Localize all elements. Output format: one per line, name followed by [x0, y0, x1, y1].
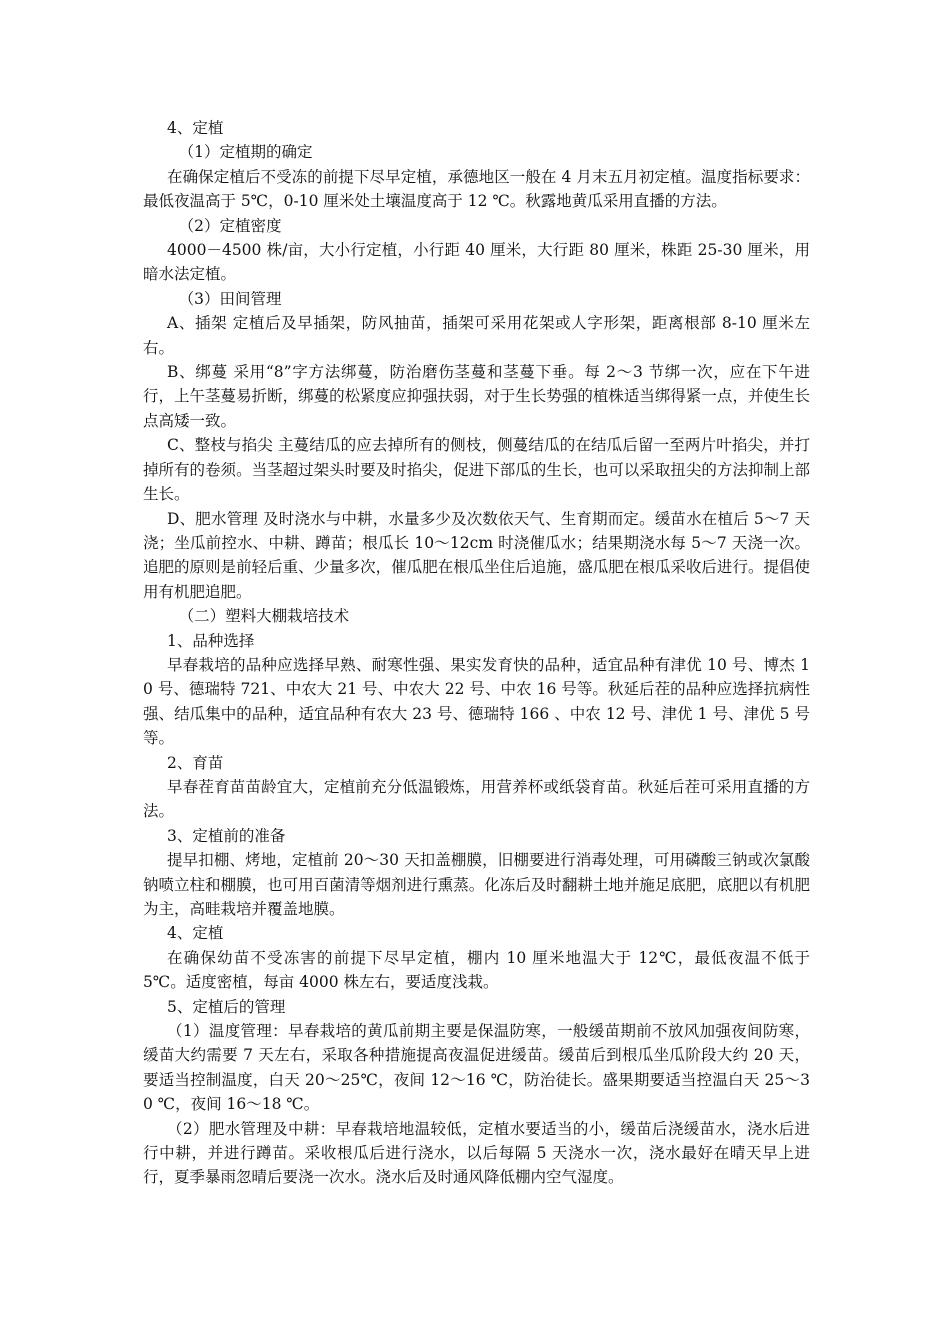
subsection-heading: （1）定植期的确定 [178, 143, 313, 162]
paragraph: 在确保定植后不受冻的前提下尽早定植，承德地区一般在 4 月末五月初定植。温度指标要求：最低夜温高于 5℃，0-10 厘米处土壤温度高于 12 ℃。秋露地黄瓜采用直播的方法。 [143, 167, 810, 211]
paragraph: （2）肥水管理及中耕：早春栽培地温较低，定植水要适当的小，缓苗后浇缓苗水，浇水后进行中耕，并进行蹲苗。采收根瓜后进行浇水，以后每隔 5 天浇水一次，浇水最好在晴天早上进行，夏季暴雨忽晴后要浇一次水。浇水后及时通风降低棚内空气湿度。 [143, 1119, 810, 1187]
paragraph: 提早扣棚、烤地，定植前 20～30 天扣盖棚膜，旧棚要进行消毒处理，可用磷酸三钠或次氯酸钠喷立柱和棚膜，也可用百菌清等烟剂进行熏蒸。化冻后及时翻耕土地并施足底肥，底肥以有机肥为主，高畦栽培并覆盖地膜。 [143, 851, 810, 918]
document-body [143, 116, 810, 1190]
paragraph: D、肥水管理 及时浇水与中耕，水量多少及次数依天气、生育期而定。缓苗水在植后 5～7 天浇；坐瓜前控水、中耕、蹲苗；根瓜长 10～12cm 时浇催瓜水；结果期浇水每 5～7 天浇一次。追肥的原则是前轻后重、少量多次，催瓜肥在根瓜坐住后追施，盛瓜肥在根瓜采收后进行。提倡使用有机肥追肥。 [143, 509, 810, 601]
section-heading: 5、定植后的管理 [167, 997, 286, 1016]
paragraph: 在确保幼苗不受冻害的前提下尽早定植，棚内 10 厘米地温大于 12℃，最低夜温不低于 5℃。适度密植，每亩 4000 株左右，要适度浅栽。 [143, 948, 810, 992]
section-heading: 4、定植 [167, 119, 224, 137]
section-heading: 4、定植 [167, 924, 224, 943]
section-heading: 1、品种选择 [167, 631, 255, 650]
subsection-heading: （二）塑料大棚栽培技术 [178, 607, 350, 626]
section-heading: 3、定植前的准备 [167, 826, 286, 845]
paragraph: 早春栽培的品种应选择早熟、耐寒性强、果实发育快的品种，适宜品种有津优 10 号、博杰 10 号、德瑞特 721、中农大 21 号、中农大 22 号、中农 16 号等。秋延后茬的品种应选择抗病性强、结瓜集中的品种，适宜品种有农大 23 号、德瑞特 166 、中农 12 号、津优 1 号、津优 5 号等。 [143, 655, 810, 748]
paragraph: A、插架 定植后及早插架，防风抽苗，插架可采用花架或人字形架，距离根部 8-10 厘米左右。 [143, 314, 810, 357]
paragraph: 4000－4500 株/亩，大小行定植，小行距 40 厘米，大行距 80 厘米，株距 25-30 厘米，用暗水法定植。 [143, 241, 810, 284]
paragraph: C、整枝与掐尖 主蔓结瓜的应去掉所有的侧枝，侧蔓结瓜的在结瓜后留一至两片叶掐尖，并打掉所有的卷须。当茎超过架头时要及时掐尖，促进下部瓜的生长，也可以采取扭尖的方法抑制上部生长。 [143, 436, 810, 504]
subsection-heading: （3）田间管理 [178, 289, 282, 308]
section-heading: 2、育苗 [167, 753, 224, 772]
paragraph: （1）温度管理：早春栽培的黄瓜前期主要是保温防寒，一般缓苗期前不放风加强夜间防寒，缓苗大约需要 7 天左右，采取各种措施提高夜温促进缓苗。缓苗后到根瓜坐瓜阶段大约 20 天，要适当控制温度，白天 20～25℃，夜间 12～16 ℃，防治徒长。盛果期要适当控温白天 25～30 ℃，夜间 16～18 ℃。 [143, 1022, 810, 1114]
paragraph: 早春茬育苗苗龄宜大，定植前充分低温锻炼，用营养杯或纸袋育苗。秋延后茬可采用直播的方法。 [143, 777, 810, 821]
paragraph: B、绑蔓 采用“8”字方法绑蔓，防治磨伤茎蔓和茎蔓下垂。每 2～3 节绑一次，应在下午进行，上午茎蔓易折断，绑蔓的松紧度应抑强扶弱，对于生长势强的植株适当绑得紧一点，并使生长点高矮一致。 [143, 363, 810, 430]
subsection-heading: （2）定植密度 [178, 216, 282, 235]
